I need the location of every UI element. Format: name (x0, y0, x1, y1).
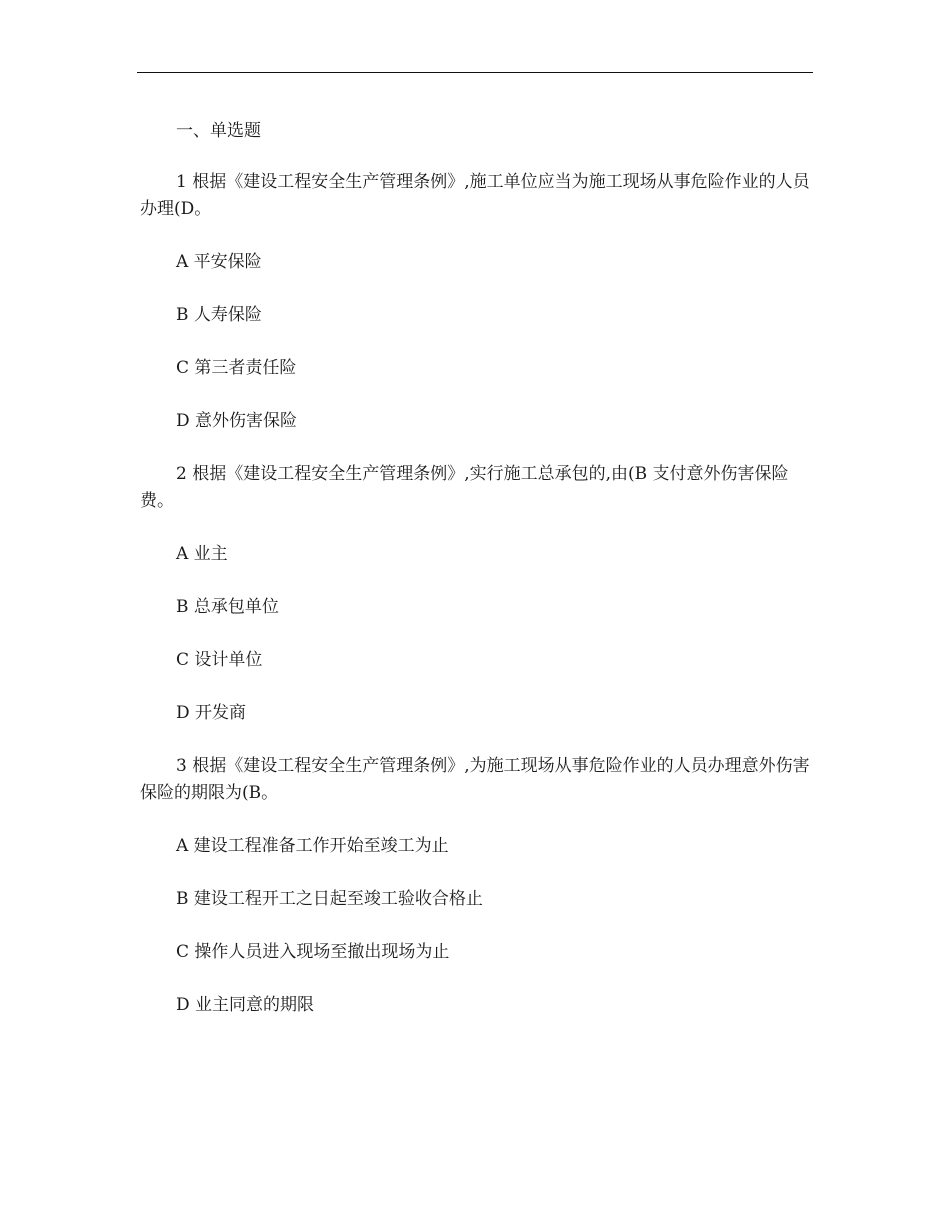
question-block-2 (140, 461, 812, 727)
section-title: 一、单选题 (176, 121, 261, 141)
question-1-option-a: A 平安保险 (176, 252, 262, 272)
header-rule (137, 72, 813, 73)
question-block-1 (140, 169, 812, 435)
question-1-option-b: B 人寿保险 (176, 305, 262, 325)
question-2-option-d: D 开发商 (176, 703, 247, 723)
question-3-option-d: D 业主同意的期限 (176, 995, 315, 1015)
question-2-option-b: B 总承包单位 (176, 597, 279, 617)
question-3-option-b: B 建设工程开工之日起至竣工验收合格止 (176, 889, 483, 909)
question-2-option-a: A 业主 (176, 544, 228, 564)
question-2-option-c: C 设计单位 (176, 650, 263, 670)
question-stem-3: 3 根据《建设工程安全生产管理条例》,为施工现场从事危险作业的人员办理意外伤害保险的期限为(B。 (140, 756, 810, 803)
question-1-option-c: C 第三者责任险 (176, 358, 297, 378)
question-1-option-d: D 意外伤害保险 (176, 411, 298, 431)
question-block-3 (140, 753, 812, 1019)
question-stem-2: 2 根据《建设工程安全生产管理条例》,实行施工总承包的,由(B 支付意外伤害保险费。 (140, 464, 789, 511)
question-stem-1: 1 根据《建设工程安全生产管理条例》,施工单位应当为施工现场从事危险作业的人员办理(D。 (140, 172, 810, 219)
question-3-option-c: C 操作人员进入现场至撤出现场为止 (176, 942, 450, 962)
question-3-option-a: A 建设工程准备工作开始至竣工为止 (176, 836, 449, 856)
document-content (140, 118, 812, 1045)
